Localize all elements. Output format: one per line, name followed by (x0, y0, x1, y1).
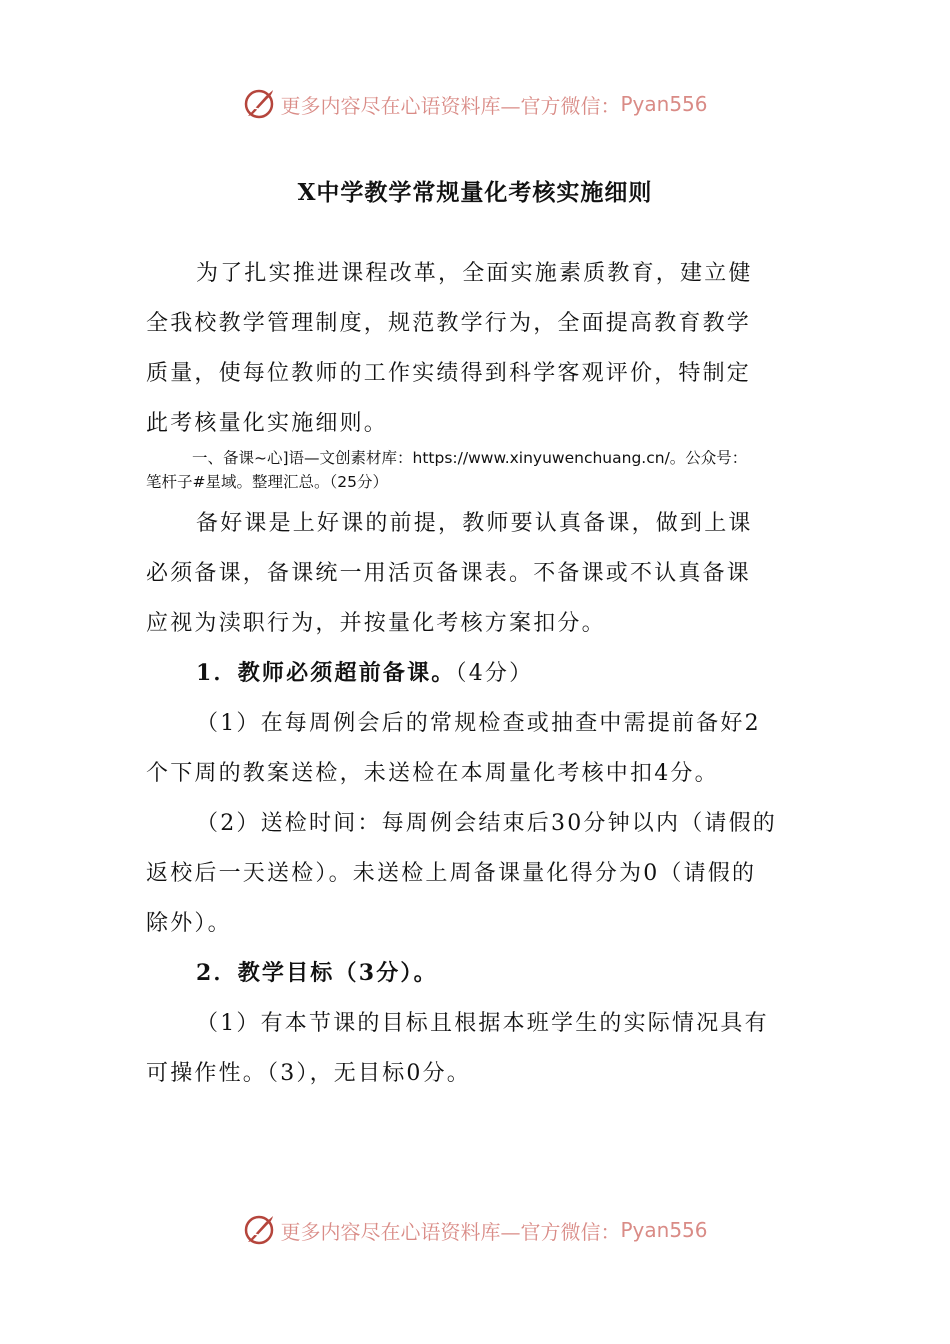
section1-body-line: 应视为渎职行为，并按量化考核方案扣分。 (146, 611, 606, 636)
item2-rule1-line: 可操作性。（3），无目标0分。 (146, 1061, 471, 1086)
section1-body-line: 必须备课，备课统一用活页备课表。不备课或不认真备课 (146, 561, 752, 586)
quill-logo-icon (242, 87, 276, 121)
watermark-text: 更多内容尽在心语资料库—官方微信： (280, 93, 621, 118)
section1-heading-line: 笔杆子#星域。整理汇总。（25分） (146, 473, 388, 491)
section1-body-line: 备好课是上好课的前提，教师要认真备课，做到上课 (196, 511, 753, 536)
item2-heading: 2．教学目标（3分）。 (196, 960, 438, 986)
quill-logo-icon (242, 1213, 276, 1247)
watermark-wechat-id: Pyan556 (620, 92, 708, 116)
item1-heading: 1．教师必须超前备课。 (196, 660, 456, 686)
item1-rule2-line: 返校后一天送检）。未送检上周备课量化得分为0（请假的 (146, 861, 757, 886)
item2-rule1-line: （1）有本节课的目标且根据本班学生的实际情况具有 (196, 1011, 769, 1036)
item1-rule2-line: （2）送检时间：每周例会结束后30分钟以内（请假的 (196, 811, 777, 836)
intro-line: 为了扎实推进课程改革，全面实施素质教育，建立健 (196, 261, 753, 286)
item1-rule1-line: 个下周的教案送检，未送检在本周量化考核中扣4分。 (146, 761, 719, 786)
footer-watermark (0, 1208, 950, 1252)
item1-points: （4分） (455, 661, 534, 686)
watermark-text: 更多内容尽在心语资料库—官方微信： (280, 1219, 621, 1244)
intro-line: 此考核量化实施细则。 (146, 411, 389, 436)
item1-rule2-line: 除外）。 (146, 911, 232, 936)
intro-line: 质量，使每位教师的工作实绩得到科学客观评价，特制定 (146, 361, 752, 386)
item1-heading-line (196, 656, 533, 687)
document-title: X中学教学常规量化考核实施细则 (297, 179, 653, 206)
section1-heading-line: 一、备课~心]语—文创素材库：https://www.xinyuwenchuang.cn/。公众号： (192, 449, 748, 467)
item1-rule1-line: （1）在每周例会后的常规检查或抽查中需提前备好2 (196, 711, 761, 736)
watermark-wechat-id: Pyan556 (620, 1218, 708, 1242)
header-watermark (0, 82, 950, 126)
intro-line: 全我校教学管理制度，规范教学行为，全面提高教育教学 (146, 311, 752, 336)
